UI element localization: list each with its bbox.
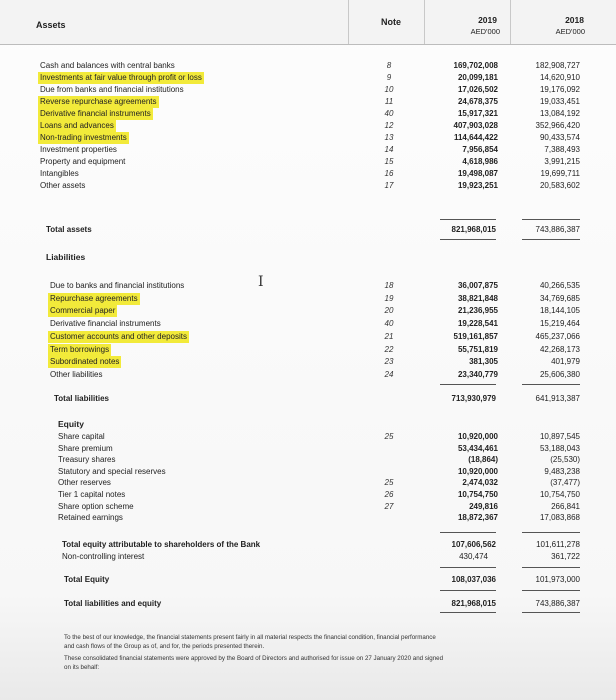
total-equity-rule-2019 [440,567,496,568]
unit-2019-heading: AED'000 [470,27,500,36]
total-assets-2019: 821,968,015 [451,225,496,234]
row-label: Share option scheme [58,501,134,511]
table-row [0,72,616,84]
table-row [0,280,616,292]
row-note: 27 [384,501,394,511]
table-row [0,305,616,317]
row-value-2018: 42,268,173 [539,344,580,354]
row-value-2018: (37,477) [550,478,580,488]
row-value-2019: 10,754,750 [457,490,498,499]
unit-2018-heading: AED'000 [555,27,585,36]
footnote-line-1: To the best of our knowledge, the financial statements present fairly in all material respects the financial condition, financial performance [64,634,436,641]
row-note: 12 [384,121,394,130]
row-label: Share premium [58,443,113,453]
table-row [0,431,616,443]
row-label: Intangibles [40,169,79,178]
row-label: Investments at fair value through profit or loss [40,73,202,82]
row-label: Due from banks and financial institutions [40,85,184,94]
nci-2019: 430,474 [459,552,488,561]
row-value-2019: 114,644,422 [453,133,498,142]
row-label: Reverse repurchase agreements [40,97,157,106]
table-row [0,477,616,489]
nci-label: Non-controlling interest [62,552,145,561]
row-value-2018: 266,841 [551,501,580,511]
row-value-2018: 3,991,215 [544,157,580,166]
row-label: Cash and balances with central banks [40,61,175,70]
total-le-underline-2018 [522,612,580,613]
table-header [0,0,616,45]
equity-rule-2018 [522,532,580,533]
row-label: Subordinated notes [50,357,120,367]
note-column-divider [348,0,349,44]
total-le-rule-2019 [440,590,496,591]
row-value-2018: 19,176,092 [539,85,580,94]
row-note: 13 [384,133,394,142]
row-value-2018: 40,266,535 [539,281,580,290]
total-attributable-2019: 107,606,562 [451,540,496,549]
note-heading: Note [381,17,401,27]
row-label: Derivative financial instruments [40,109,151,118]
row-note: 17 [384,181,394,190]
table-row [0,144,616,156]
row-note: 21 [384,331,394,341]
row-value-2019: 17,026,502 [457,85,498,94]
row-value-2018: 465,237,066 [535,331,580,341]
total-assets-underline-2019 [440,239,496,240]
equity-rule-2019 [440,532,496,533]
total-assets-rule-2019 [440,219,496,220]
year-2019-heading: 2019 [478,15,497,25]
row-label: Share capital [58,432,105,441]
row-note: 8 [386,61,392,70]
table-row [0,489,616,501]
row-value-2018: 25,606,380 [539,369,580,379]
table-row [0,168,616,180]
year-2018-column-divider [510,0,511,44]
row-note: 16 [384,169,394,178]
row-value-2018: 14,620,910 [539,73,580,82]
table-row [0,356,616,368]
footnote-line-4: on its behalf: [64,664,100,671]
row-value-2018: 13,084,192 [539,109,580,118]
row-value-2018: (25,530) [550,455,580,465]
row-value-2019: 10,920,000 [457,466,498,476]
row-value-2019: 55,751,819 [457,344,498,354]
row-label: Treasury shares [58,455,116,465]
row-value-2019: 7,956,854 [462,145,498,154]
row-label: Other assets [40,181,86,190]
row-value-2019: 19,923,251 [457,181,498,190]
row-value-2018: 352,966,420 [535,121,580,130]
row-label: Repurchase agreements [50,293,138,303]
row-value-2019: 20,099,181 [457,73,498,82]
row-value-2018: 20,583,602 [539,181,580,190]
text-cursor-icon: I [258,274,264,290]
row-value-2018: 19,699,711 [540,169,580,178]
total-le-2019: 821,968,015 [451,599,496,608]
table-row [0,454,616,466]
row-note: 20 [384,306,394,316]
row-note: 9 [386,73,392,82]
table-row [0,120,616,132]
total-le-rule-2018 [522,590,580,591]
table-row [0,108,616,120]
row-value-2018: 7,388,493 [544,145,580,154]
total-le-2018: 743,886,387 [535,599,580,608]
row-label: Term borrowings [50,344,110,354]
row-value-2019: 36,007,875 [457,281,498,290]
row-label: Due to banks and financial institutions [50,281,185,290]
footnote-line-3: These consolidated financial statements were approved by the Board of Directors and authorised for issue on 27 January 2020 and signed [64,655,444,662]
year-2019-column-divider [424,0,425,44]
row-note: 24 [384,369,394,379]
total-assets-2018: 743,886,387 [535,225,580,234]
table-row [0,132,616,144]
row-label: Commercial paper [50,306,116,316]
total-attributable-label: Total equity attributable to shareholders of the Bank [62,540,261,549]
row-value-2019: 15,917,321 [457,109,498,118]
table-row [0,369,616,381]
row-value-2019: 21,236,955 [457,306,498,316]
row-value-2018: 19,033,451 [539,97,580,106]
row-note: 18 [384,281,394,290]
table-row [0,331,616,343]
nci-2018: 361,722 [551,552,580,561]
row-value-2019: 10,920,000 [457,432,498,441]
table-row [0,84,616,96]
row-label: Retained earnings [58,513,123,523]
table-row [0,60,616,72]
row-value-2018: 15,219,464 [539,319,580,329]
total-liabilities-label: Total liabilities [54,394,109,403]
row-value-2019: 24,678,375 [457,97,498,106]
total-equity-2018: 101,973,000 [535,575,580,584]
row-value-2019: 381,305 [469,357,498,367]
row-note: 22 [384,344,394,354]
row-label: Other reserves [58,478,111,488]
row-value-2019: (18,864) [468,455,498,465]
total-liabilities-2018: 641,913,387 [535,394,580,403]
total-attributable-2018: 101,611,278 [536,540,580,549]
table-row [0,501,616,513]
total-assets-rule-2018 [522,219,580,220]
row-note: 14 [384,145,394,154]
row-value-2019: 169,702,008 [453,61,498,70]
row-note: 11 [384,97,394,106]
equity-heading: Equity [58,419,84,429]
total-le-label: Total liabilities and equity [64,599,162,608]
table-row [0,443,616,455]
row-value-2019: 23,340,779 [457,369,498,379]
table-row [0,318,616,330]
table-row [0,466,616,478]
total-equity-rule-2018 [522,567,580,568]
row-label: Statutory and special reserves [58,466,166,476]
row-note: 23 [384,357,394,367]
table-row [0,344,616,356]
row-note: 15 [384,157,394,166]
total-le-underline-2019 [440,612,496,613]
row-value-2019: 18,872,367 [457,513,498,523]
row-value-2019: 407,903,028 [453,121,498,130]
row-value-2019: 2,474,032 [462,478,498,488]
footnote-line-2: and cash flows of the Group as of, and for, the periods presented therein. [64,643,265,650]
row-note: 25 [384,478,394,488]
row-label: Loans and advances [40,121,114,130]
row-value-2018: 53,188,043 [539,443,580,453]
row-label: Non-trading investments [40,133,127,142]
total-assets-underline-2018 [522,239,580,240]
row-label: Property and equipment [40,157,126,166]
row-value-2019: 19,498,087 [457,169,498,178]
row-note: 25 [384,432,394,441]
row-note: 26 [384,490,394,499]
row-label: Derivative financial instruments [50,319,161,329]
table-row [0,512,616,524]
table-row [0,180,616,192]
total-liabilities-rule-2018 [522,384,580,385]
total-liabilities-2019: 713,930,979 [451,394,496,403]
total-assets-label: Total assets [46,225,92,234]
row-label: Other liabilities [50,369,103,379]
assets-heading: Assets [36,20,66,30]
row-value-2019: 249,816 [469,501,498,511]
year-2018-heading: 2018 [565,15,584,25]
row-value-2019: 53,434,461 [457,443,498,453]
row-note: 19 [384,293,394,303]
row-label: Investment properties [40,145,117,154]
row-value-2019: 4,618,986 [462,157,498,166]
row-value-2019: 38,821,848 [457,293,498,303]
row-value-2018: 9,483,238 [544,466,580,476]
row-note: 40 [384,319,394,329]
row-value-2018: 10,754,750 [539,490,580,499]
row-value-2018: 90,433,574 [539,133,580,142]
row-value-2018: 401,979 [551,357,580,367]
row-note: 40 [384,109,394,118]
row-value-2019: 19,228,541 [457,319,498,329]
row-value-2018: 10,897,545 [539,432,580,441]
table-row [0,96,616,108]
table-row [0,156,616,168]
row-label: Customer accounts and other deposits [50,331,187,341]
row-value-2019: 519,161,857 [453,331,498,341]
row-label: Tier 1 capital notes [58,490,126,499]
table-row [0,293,616,305]
total-equity-label: Total Equity [64,575,110,584]
total-equity-2019: 108,037,036 [451,575,496,584]
row-value-2018: 34,769,685 [539,293,580,303]
total-liabilities-rule-2019 [440,384,496,385]
liabilities-heading: Liabilities [46,252,86,262]
row-value-2018: 182,908,727 [535,61,580,70]
row-value-2018: 17,083,868 [539,513,580,523]
row-note: 10 [384,85,394,94]
row-value-2018: 18,144,105 [539,306,580,316]
